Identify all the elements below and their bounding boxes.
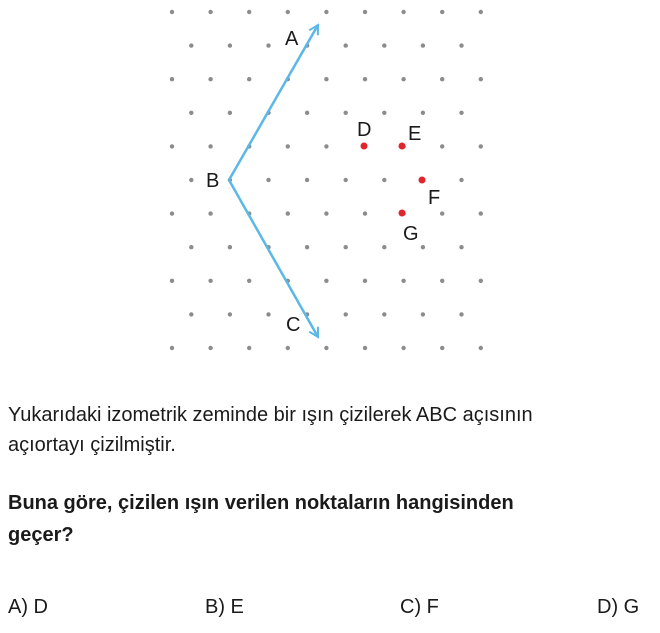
point-d (361, 143, 368, 150)
grid-dot (344, 111, 348, 115)
grid-dot (382, 245, 386, 249)
grid-dot (170, 346, 174, 350)
grid-dot (208, 279, 212, 283)
grid-dot (228, 111, 232, 115)
question-text (8, 400, 658, 460)
grid-dot (363, 10, 367, 14)
grid-dot (440, 211, 444, 215)
grid-dot (170, 211, 174, 215)
grid-dot (324, 77, 328, 81)
grid-dot (401, 279, 405, 283)
grid-dot (286, 346, 290, 350)
grid-dot (479, 10, 483, 14)
grid-dot (324, 144, 328, 148)
grid-dot (363, 77, 367, 81)
label-f: F (428, 187, 441, 209)
grid-dot (344, 245, 348, 249)
grid-dot (382, 312, 386, 316)
grid-dot (344, 312, 348, 316)
choice-a[interactable]: A) D (8, 596, 48, 618)
label-c: C (286, 314, 301, 336)
grid-dot (266, 178, 270, 182)
grid-dot (208, 346, 212, 350)
grid-dot (479, 279, 483, 283)
grid-dot (189, 43, 193, 47)
grid-dot (363, 279, 367, 283)
grid-dot (247, 346, 251, 350)
grid-dot (208, 211, 212, 215)
grid-dot (247, 279, 251, 283)
grid-dot (459, 111, 463, 115)
grid-dot (189, 245, 193, 249)
grid-dot (401, 10, 405, 14)
grid-dot (228, 245, 232, 249)
grid-dot (170, 279, 174, 283)
grid-dot (247, 10, 251, 14)
grid-dot (421, 111, 425, 115)
grid-dot (459, 245, 463, 249)
grid-dot (286, 144, 290, 148)
grid-dot (421, 312, 425, 316)
grid-dot (324, 211, 328, 215)
label-g: G (403, 223, 419, 245)
grid-dot (286, 10, 290, 14)
grid-dot (286, 211, 290, 215)
grid-dot (170, 77, 174, 81)
grid-dot (382, 111, 386, 115)
grid-dot (189, 111, 193, 115)
question-text-line-2: açıortayı çizilmiştir. (8, 434, 176, 456)
grid-dot (189, 178, 193, 182)
grid-dot (382, 43, 386, 47)
grid-dot (440, 144, 444, 148)
grid-dot (305, 245, 309, 249)
grid-dot (228, 312, 232, 316)
grid-dot (440, 346, 444, 350)
grid-dot (170, 144, 174, 148)
question-prompt (8, 487, 658, 551)
label-a: A (285, 28, 299, 50)
grid-dot (459, 178, 463, 182)
grid-dot (459, 43, 463, 47)
grid-dot (324, 10, 328, 14)
grid-dot (170, 10, 174, 14)
question-text-line-1: Yukarıdaki izometrik zeminde bir ışın çizilerek ABC açısının (8, 404, 533, 426)
label-d: D (357, 119, 372, 141)
grid-dot (479, 211, 483, 215)
question-prompt-line-1: Buna göre, çizilen ışın verilen noktaların hangisinden (8, 492, 514, 514)
grid-dot (189, 312, 193, 316)
point-f (419, 177, 426, 184)
ray-ba (229, 25, 318, 180)
grid-dot (208, 77, 212, 81)
grid-dot (266, 312, 270, 316)
grid-dot (247, 77, 251, 81)
grid-dot (382, 178, 386, 182)
grid-dot (344, 178, 348, 182)
grid-dot (459, 312, 463, 316)
grid-dot (479, 346, 483, 350)
grid-dot (479, 77, 483, 81)
grid-dot (228, 43, 232, 47)
grid-dot (440, 10, 444, 14)
choice-c[interactable]: C) F (400, 596, 439, 618)
point-e (399, 143, 406, 150)
grid-dot (440, 279, 444, 283)
grid-dot (305, 178, 309, 182)
point-g (399, 210, 406, 217)
grid-dot (208, 144, 212, 148)
grid-dot (324, 346, 328, 350)
grid-dot (421, 43, 425, 47)
question-prompt-line-2: geçer? (8, 524, 74, 546)
grid-dot (363, 346, 367, 350)
grid-dot (208, 10, 212, 14)
grid-dot (266, 43, 270, 47)
grid-dot (305, 111, 309, 115)
choice-b[interactable]: B) E (205, 596, 244, 618)
grid-dot (421, 245, 425, 249)
label-b: B (206, 170, 220, 192)
grid-dot (363, 211, 367, 215)
grid-dot (440, 77, 444, 81)
grid-dot (401, 77, 405, 81)
grid-dot (401, 346, 405, 350)
grid-dot (324, 279, 328, 283)
grid-dot (479, 144, 483, 148)
label-e: E (408, 123, 422, 145)
grid-dot (344, 43, 348, 47)
ray-bc (229, 180, 318, 337)
choice-d[interactable]: D) G (597, 596, 640, 618)
